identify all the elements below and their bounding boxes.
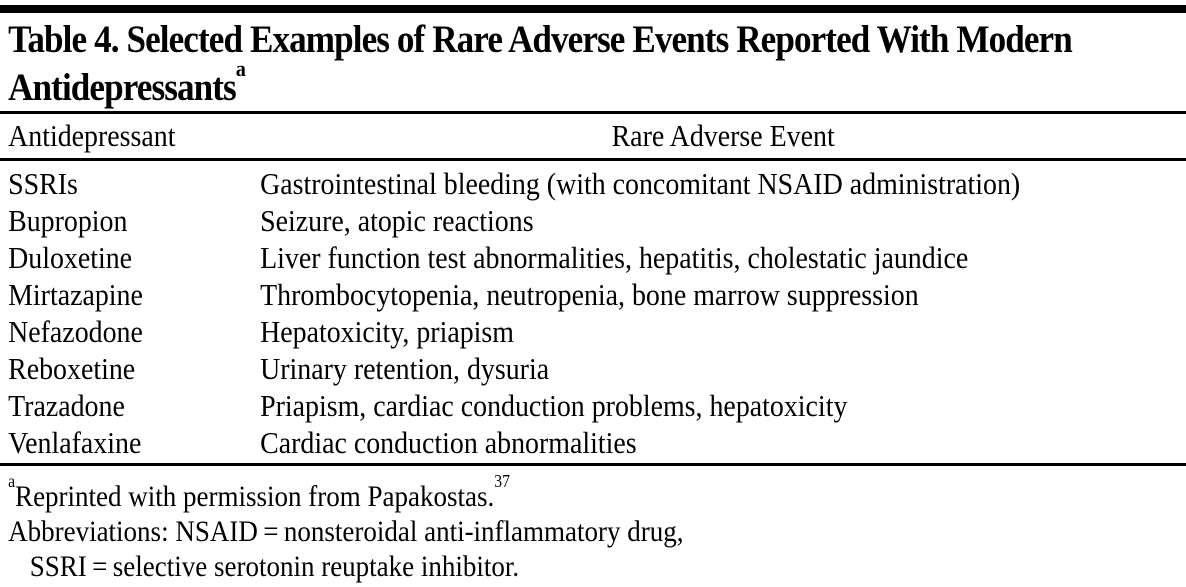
drug-name-cell: Bupropion xyxy=(8,203,128,238)
table-title xyxy=(0,13,1186,107)
drug-name-cell: Trazadone xyxy=(8,388,125,423)
footnote-source-text: Reprinted with permission from Papakostas. xyxy=(15,480,495,513)
adverse-event-cell: Gastrointestinal bleeding (with concomitant NSAID administration) xyxy=(260,166,1021,201)
column-header-antidepressant: Antidepressant xyxy=(8,118,176,153)
footnote-source-reference: 37 xyxy=(494,471,510,492)
drug-name-cell: SSRIs xyxy=(8,166,78,201)
table-header-row xyxy=(0,114,1186,158)
table-row xyxy=(0,424,1186,461)
drug-name-cell: Venlafaxine xyxy=(8,425,142,460)
adverse-event-cell: Priapism, cardiac conduction problems, hepatoxicity xyxy=(260,388,848,423)
table-row xyxy=(0,350,1186,387)
drug-name-cell: Nefazodone xyxy=(8,314,143,349)
table-row xyxy=(0,202,1186,239)
table-row xyxy=(0,239,1186,276)
drug-name-cell: Reboxetine xyxy=(8,351,136,386)
adverse-event-cell: Cardiac conduction abnormalities xyxy=(260,425,637,460)
table-row xyxy=(0,165,1186,202)
table-row xyxy=(0,276,1186,313)
table-title-line2-text: Antidepressants xyxy=(8,66,236,109)
table-title-line2 xyxy=(8,55,1186,109)
footnote-abbreviations-line1: Abbreviations: NSAID = nonsteroidal anti-inflammatory drug, xyxy=(8,515,684,548)
footnote-source xyxy=(8,472,1186,514)
drug-name-cell: Duloxetine xyxy=(8,240,133,275)
table-footnotes xyxy=(0,466,1186,584)
adverse-event-cell: Seizure, atopic reactions xyxy=(260,203,534,238)
table-row xyxy=(0,313,1186,350)
title-footnote-marker: a xyxy=(235,55,246,81)
table-row xyxy=(0,387,1186,424)
footnote-abbreviations-line2: SSRI = selective serotonin reuptake inhibitor. xyxy=(29,550,520,583)
table-title-line1: Table 4. Selected Examples of Rare Adverse Events Reported With Modern xyxy=(8,18,1072,61)
footnote-source-marker: a xyxy=(8,471,16,492)
adverse-event-cell: Liver function test abnormalities, hepatitis, cholestatic jaundice xyxy=(260,240,969,275)
adverse-event-cell: Hepatoxicity, priapism xyxy=(260,314,514,349)
drug-name-cell: Mirtazapine xyxy=(8,277,143,312)
column-header-rare-adverse-event: Rare Adverse Event xyxy=(611,118,835,153)
adverse-event-cell: Thrombocytopenia, neutropenia, bone marrow suppression xyxy=(260,277,919,312)
adverse-event-cell: Urinary retention, dysuria xyxy=(260,351,550,386)
top-rule xyxy=(0,5,1186,13)
table-body xyxy=(0,161,1186,461)
